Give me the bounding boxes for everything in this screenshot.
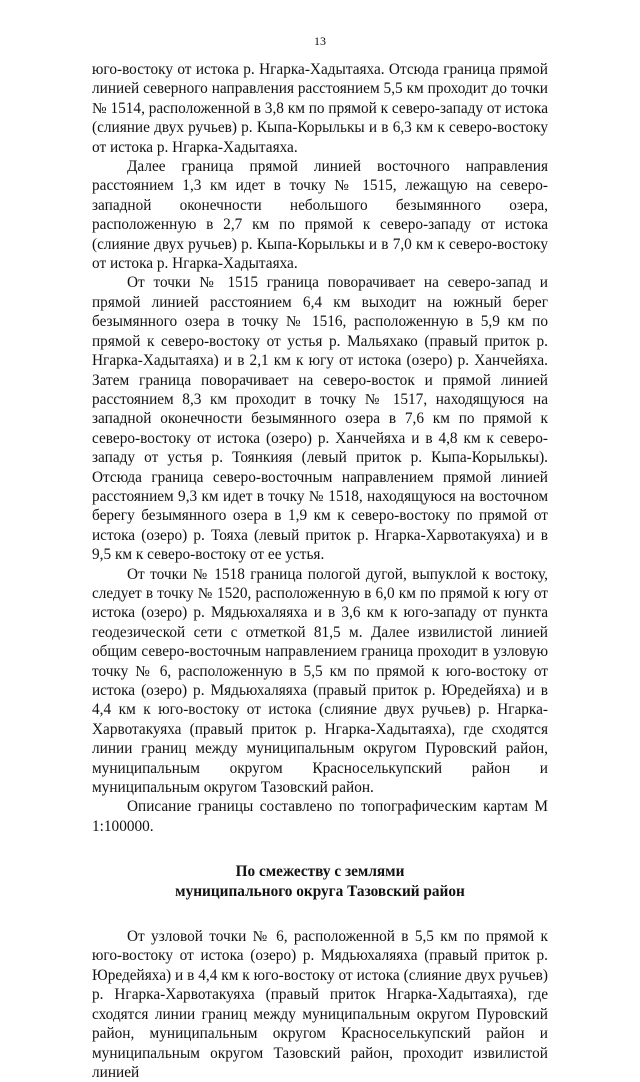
paragraph-1: юго-востоку от истока р. Нгарка-Хадытаяха. Отсюда граница прямой линией северного направления расстоянием 5,5 км проходит до точки № 1514, расположенной в 3,8 км по прямой к северо-западу от истока (слияние двух ручьев) р. Кыпа-Корылькы и в 6,3 км к северо-востоку от истока р. Нгарка-Хадытаяха. (92, 61, 548, 156)
paragraph-3: От точки № 1515 граница поворачивает на северо-запад и прямой линией расстоянием 6,4 км выходит на южный берег безымянного озера в точку № 1516, расположенную в 5,9 км по прямой к северо-востоку от устья р. Мальяхако (правый приток р. Нгарка-Хадытаяха) и в 2,1 км к югу от истока (озеро) р. Ханчейяха. Затем граница поворачивает на северо-восток и прямой линией расстоянием 8,3 км проходит в точку № 1517, находящуюся на западной оконечности безымянного озера в 7,6 км по прямой к северо-востоку от истока (озеро) р. Ханчейяха и в 4,8 км к северо-западу от устья р. Тоянкияя (левый приток р. Кыпа-Корылькы). Отсюда граница северо-восточным направлением прямой линией расстоянием 9,3 км идет в точку № 1518, находящуюся на восточном берегу безымянного озера в 1,9 км к северо-востоку по прямой от истока (озеро) р. Тояха (левый приток р. Нгарка-Харвотакуяха) и в 9,5 км к северо-востоку от ее устья. (92, 274, 548, 564)
page-number: 13 (314, 34, 326, 48)
paragraph-4: От точки № 1518 граница пологой дугой, выпуклой к востоку, следует в точку № 1520, расположенную в 6,0 км по прямой к югу от истока (озеро) р. Мядьюхаляяха и в 3,6 км к юго-западу от пункта геодезической сети с отметкой 81,5 м. Далее извилистой линией общим северо-восточным направлением граница проходит в узловую точку № 6, расположенную в 5,5 км по прямой к юго-востоку от истока (озеро) р. Мядьюхаляяха (правый приток р. Юредейяха) и в 4,4 км к юго-востоку от истока (слияние двух ручьев) р. Нгарка-Харвотакуяха (правый приток р. Нгарка-Хадытаяха), где сходятся линии границ между муниципальным округом Пуровский район, муниципальным округом Красноселькупский район и муниципальным округом Тазовский район. (92, 565, 548, 797)
section-heading-line-2: муниципального округа Тазовский район (175, 882, 465, 900)
document-body (92, 60, 548, 1082)
section-heading (92, 862, 548, 901)
paragraph-2: Далее граница прямой линией восточного направления расстоянием 1,3 км идет в точку № 1515, лежащую на северо-западной оконечности небольшого безымянного озера, расположенную в 2,7 км по прямой к северо-западу от истока (слияние двух ручьев) р. Кыпа-Корылькы и в 7,0 км к северо-востоку от истока р. Нгарка-Хадытаяха. (92, 158, 548, 273)
paragraph-6: От узловой точки № 6, расположенной в 5,5 км по прямой к юго-востоку от истока (озеро) р. Мядьюхаляяха (правый приток р. Юредейяха) и в 4,4 км к юго-востоку от истока (слияние двух ручьев) р. Нгарка-Харвотакуяха (правый приток Нгарка-Хадытаяха), где сходятся линии границ между муниципальным округом Пуровский район, муниципальным округом Красноселькупский район и муниципальным округом Тазовский район, проходит извилистой линией (92, 928, 548, 1081)
paragraph-5: Описание границы составлено по топографическим картам М 1:100000. (92, 798, 548, 835)
section-heading-line-1: По смежеству с землями (235, 863, 405, 881)
